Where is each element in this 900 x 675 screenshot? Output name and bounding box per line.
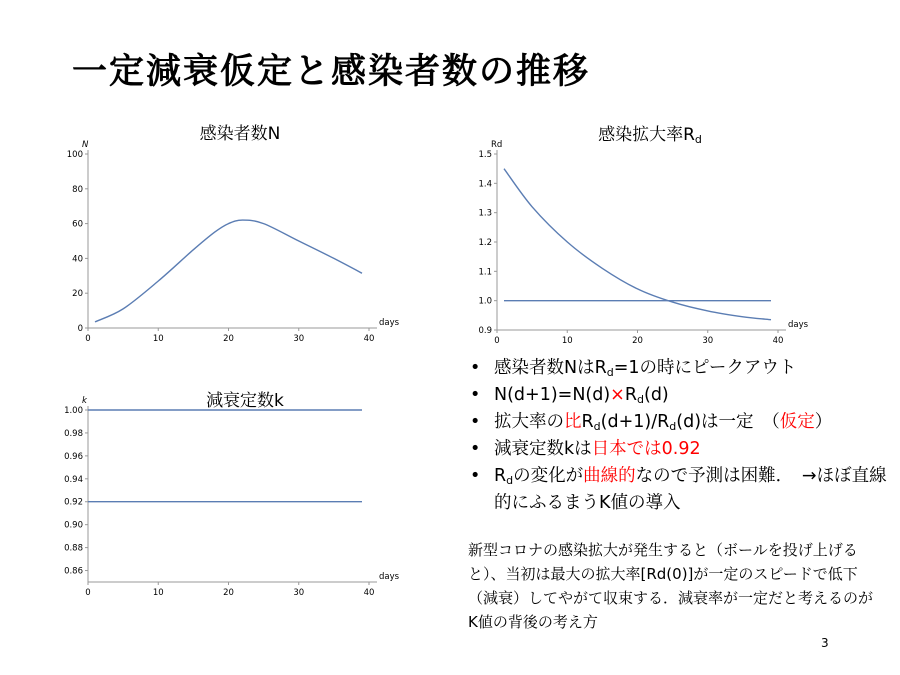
chart-n-y-tick-label: 40 (72, 254, 83, 265)
chart-rd-y-tick-label: 0.9 (478, 326, 492, 336)
bullet-2-times: × (610, 385, 625, 405)
bullet-3-text-c: (d+1)/R (600, 412, 670, 432)
bullet-4-red: 日本では0.92 (591, 439, 701, 459)
chart-rd-x-tick-label: 0 (494, 336, 500, 346)
chart-n-y-tick-label: 0 (77, 324, 83, 334)
chart-n-x-tick-label: 40 (363, 334, 375, 344)
chart-k-y-tick-label: 1.00 (64, 406, 83, 416)
chart-rd-title-main: 感染拡大率R (598, 125, 695, 145)
chart-rd-y-tick-label: 1.0 (478, 296, 492, 307)
bullet-5-text-c: なので予測は困難． →ほぼ直線的にふるまうK値の導入 (494, 466, 887, 513)
bullet-2-text-c: (d) (644, 385, 669, 405)
bullet-3-text-d: (d)は一定 （ (676, 412, 780, 432)
bullet-5 (464, 463, 894, 517)
bullet-5-text-a: R (494, 466, 507, 486)
chart-rd-y-tick-label: 1.4 (478, 179, 492, 190)
chart-rd-x-tick-label: 40 (772, 336, 784, 346)
bullet-3-sub-a: d (593, 420, 601, 433)
chart-k-y-tick-label: 0.86 (64, 566, 83, 577)
chart-n-x-tick-label: 30 (293, 334, 305, 344)
bullet-3 (464, 409, 894, 436)
chart-n-x-tick-label: 10 (152, 334, 164, 344)
chart-rd-y-tick-label: 1.3 (478, 208, 492, 219)
chart-n-y-tick-label: 20 (72, 289, 83, 300)
page-number: 3 (821, 636, 829, 650)
chart-k-y-tick-label: 0.88 (64, 543, 83, 554)
chart-k-y-tick-label: 0.94 (64, 474, 83, 485)
chart-n-x-tick-label: 0 (85, 334, 91, 344)
bullet-4 (464, 436, 894, 463)
chart-n-y-tick-label: 80 (72, 184, 83, 195)
bullet-3-red-b: 仮定 (779, 412, 815, 432)
chart-n-series-0 (95, 220, 362, 322)
bullet-3-sub-b: d (669, 420, 677, 433)
bullet-3-text-b: R (581, 412, 594, 432)
bullet-2-text-a: N(d+1)=N(d) (494, 385, 611, 405)
chart-rd-x-label: days (788, 320, 809, 330)
chart-k-x-tick-label: 10 (152, 588, 164, 598)
bullet-2 (464, 382, 894, 409)
chart-k-x-label: days (379, 572, 400, 582)
explanation-note: 新型コロナの感染拡大が発生すると（ボールを投げ上げると）、当初は最大の拡大率[Rd(0)]が一定のスピードで低下（減衰）してやがて収束する．減衰率が一定だと考えるのがK値の背後の考え方 (468, 541, 874, 631)
chart-rd-x-tick-label: 30 (702, 336, 714, 346)
bullet-5-text-b: の変化が (513, 466, 584, 486)
slide-title: 一定減衰仮定と感染者数の推移 (72, 52, 591, 92)
chart-n-x-label: days (379, 318, 400, 328)
bullet-1-text-a: 感染者数NはR (494, 358, 607, 378)
chart-rd-x-tick-label: 20 (632, 336, 643, 346)
chart-n-y-tick-label: 60 (72, 219, 83, 230)
bullet-2-sub: d (637, 393, 644, 406)
chart-rd-x-tick-label: 10 (561, 336, 573, 346)
bullet-1 (464, 355, 894, 382)
chart-n-y-label: N (82, 140, 89, 150)
chart-rd-y-tick-label: 1.2 (478, 238, 492, 248)
chart-k-title: 減衰定数k (206, 391, 284, 411)
bullet-list (464, 355, 894, 517)
chart-k-y-tick-label: 0.96 (64, 451, 83, 462)
chart-k-y-tick-label: 0.90 (64, 520, 83, 531)
chart-rd-title-sub: d (694, 133, 702, 146)
chart-n-y-tick-label: 100 (66, 150, 83, 160)
bullet-1-text-b: =1の時にピークアウト (613, 358, 797, 378)
chart-k-x-tick-label: 20 (223, 588, 234, 598)
bullet-4-text-a: 減衰定数kは (494, 439, 592, 459)
bullet-3-red-a: 比 (564, 412, 582, 432)
bullet-3-text-a: 拡大率の (494, 412, 564, 432)
chart-k-y-tick-label: 0.98 (64, 428, 83, 439)
chart-k-x-tick-label: 0 (85, 588, 91, 598)
chart-k-y-label: k (82, 396, 87, 406)
chart-rd-y-tick-label: 1.1 (478, 267, 492, 278)
chart-rd-series-0 (504, 169, 771, 320)
chart-k-x-tick-label: 40 (363, 588, 375, 598)
chart-n-x-tick-label: 20 (223, 334, 234, 344)
bullet-5-red: 曲線的 (583, 466, 636, 486)
bullet-2-text-b: R (624, 385, 638, 405)
chart-rd-y-tick-label: 1.5 (478, 150, 492, 160)
chart-k-y-tick-label: 0.92 (64, 497, 83, 508)
bullet-5-sub: d (506, 474, 514, 487)
chart-k-x-tick-label: 30 (293, 588, 305, 598)
bullet-3-text-e: ） (814, 412, 833, 432)
chart-n-title: 感染者数N (199, 124, 281, 144)
chart-rd-y-label: Rd (491, 140, 503, 150)
bullet-1-sub: d (606, 366, 614, 379)
